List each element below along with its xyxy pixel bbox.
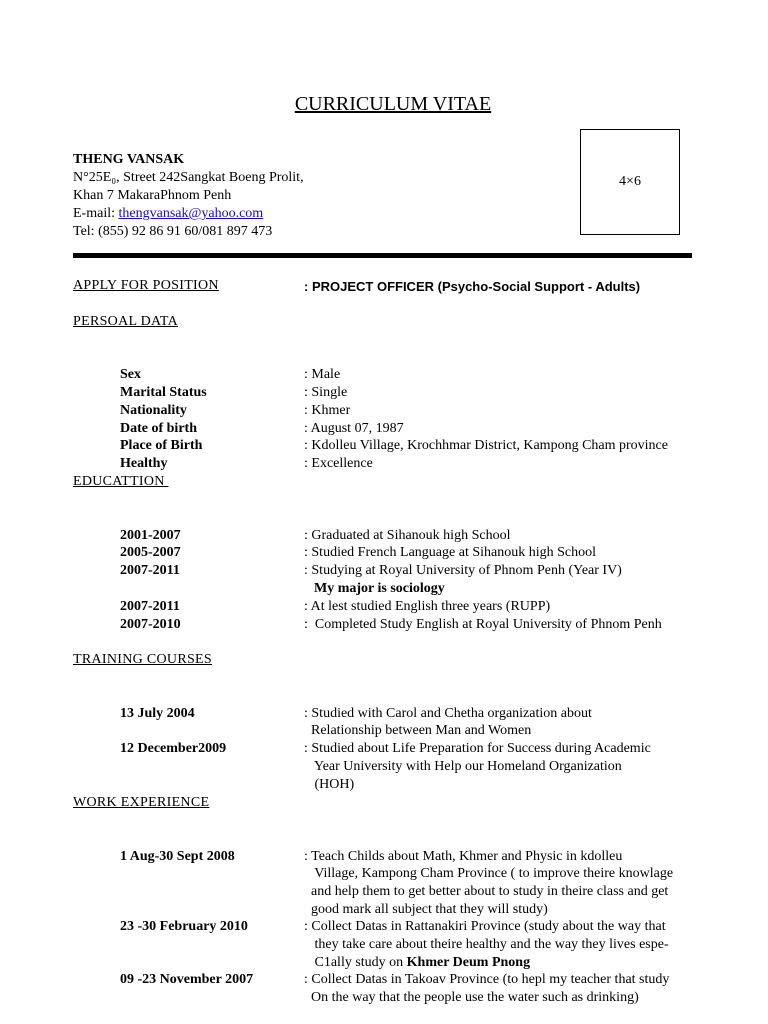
education-label: 2007-2011 [120, 563, 180, 578]
work-desc-text: C1ally study on [304, 955, 407, 970]
work-desc-line: : Collect Datas in Takoav Province (to hepl my teacher that study [304, 972, 670, 987]
education-value: : Graduated at Sihanouk high School [304, 528, 511, 543]
training-desc-line: (HOH) [304, 777, 355, 792]
work-desc-line: : Collect Datas in Rattanakiri Province (study about the way that [304, 919, 666, 934]
education-label: 2005-2007 [120, 545, 181, 560]
personal-label: Healthy [120, 456, 168, 471]
personal-value: : Kdolleu Village, Krochhmar District, Kampong Cham province [304, 438, 668, 453]
education-label: 2007-2011 [120, 599, 180, 614]
work-desc-line: : Teach Childs about Math, Khmer and Physic in kdolleu [304, 849, 623, 864]
email-line [73, 205, 263, 223]
training-desc-line: Relationship between Man and Women [304, 723, 532, 738]
training-heading: TRAINING COURSES [73, 652, 212, 667]
work-desc-line: they take care about theire healthy and the way they lives espe- [304, 937, 669, 952]
work-desc-line: On the way that the people use the water such as drinking) [304, 990, 639, 1005]
personal-label: Sex [120, 367, 141, 382]
work-date: 1 Aug-30 Sept 2008 [120, 849, 235, 864]
work-desc-line: good mark all subject that they will study) [304, 902, 548, 917]
training-date: 13 July 2004 [120, 706, 195, 721]
work-desc-line [304, 954, 530, 972]
education-heading: EDUCATTION [73, 474, 169, 489]
education-value: : Completed Study English at Royal University of Phnom Penh [304, 617, 662, 632]
apply-heading: APPLY FOR POSITION [73, 278, 219, 293]
education-value: : At lest studied English three years (RUPP) [304, 599, 551, 614]
training-desc-line: Year University with Help our Homeland Organization [304, 759, 622, 774]
training-desc-line: : Studied about Life Preparation for Success during Academic [304, 741, 651, 756]
education-label: 2007-2010 [120, 617, 181, 632]
applicant-name: THENG VANSAK [73, 152, 185, 167]
address-line-2: Khan 7 MakaraPhnom Penh [73, 188, 232, 203]
email-link[interactable]: thengvansak@yahoo.com [118, 206, 264, 221]
work-heading: WORK EXPERIENCE [73, 795, 210, 810]
personal-value: : Male [304, 367, 341, 382]
email-label: E-mail: [73, 206, 119, 221]
page-title: CURRICULUM VITAE [294, 93, 492, 115]
training-date: 12 December2009 [120, 741, 227, 756]
personal-heading: PERSOAL DATA [73, 314, 179, 329]
personal-value: : Single [304, 385, 348, 400]
photo-size-label: 4×6 [619, 174, 641, 189]
telephone: Tel: (855) 92 86 91 60/081 897 473 [73, 224, 273, 239]
personal-value: : August 07, 1987 [304, 421, 404, 436]
work-desc-line: and help them to get better about to study in theire class and get [304, 884, 669, 899]
personal-label: Place of Birth [120, 438, 203, 453]
education-value: : Studying at Royal University of Phnom Penh (Year IV) [304, 563, 622, 578]
personal-label: Nationality [120, 403, 187, 418]
personal-value: : Khmer [304, 403, 351, 418]
address-line-1: N°25E₀, Street 242Sangkat Boeng Prolit, [73, 170, 304, 185]
photo-placeholder [580, 129, 680, 235]
work-date: 09 -23 November 2007 [120, 972, 254, 987]
personal-label: Marital Status [120, 385, 207, 400]
personal-value: : Excellence [304, 456, 373, 471]
personal-label: Date of birth [120, 421, 197, 436]
header-divider [73, 253, 692, 258]
work-desc-line: Village, Kampong Cham Province ( to improve theire knowlage [304, 866, 674, 881]
education-major: My major is sociology [314, 581, 445, 596]
apply-value: : PROJECT OFFICER (Psycho-Social Support - Adults) [304, 279, 641, 294]
work-date: 23 -30 February 2010 [120, 919, 248, 934]
education-label: 2001-2007 [120, 528, 181, 543]
education-value: : Studied French Language at Sihanouk high School [304, 545, 597, 560]
training-desc-line: : Studied with Carol and Chetha organization about [304, 706, 592, 721]
work-desc-emphasis: Khmer Deum Pnong [406, 955, 531, 970]
